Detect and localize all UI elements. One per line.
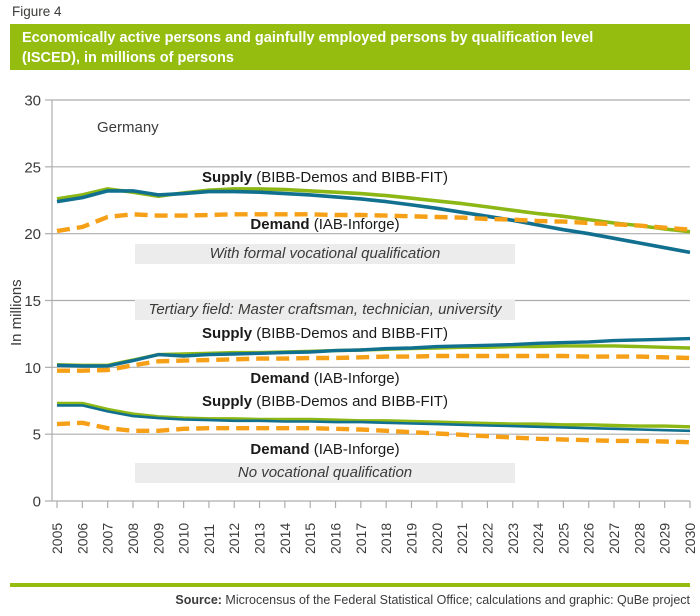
supply-label-bold: Supply — [202, 169, 253, 186]
svg-text:2030: 2030 — [682, 522, 698, 554]
svg-text:2023: 2023 — [504, 522, 521, 554]
demand-label-rest: (IAB-Inforge) — [309, 216, 400, 233]
demand-label-no-vocational — [135, 441, 515, 458]
svg-text:20: 20 — [24, 226, 41, 244]
demand-label-vocational — [135, 216, 515, 233]
svg-text:2027: 2027 — [606, 522, 623, 554]
supply-label-no-vocational — [135, 393, 515, 410]
svg-text:2011: 2011 — [200, 523, 217, 554]
region-label: Germany — [97, 119, 159, 136]
supply-label-rest: (BIBB-Demos and BIBB-FIT) — [252, 393, 448, 410]
svg-text:0: 0 — [32, 493, 41, 511]
supply-label-tertiary — [135, 325, 515, 342]
source-label: Source: — [175, 593, 222, 607]
svg-text:5: 5 — [32, 426, 41, 444]
svg-text:2028: 2028 — [631, 522, 648, 554]
svg-text:2007: 2007 — [99, 522, 116, 554]
svg-text:2022: 2022 — [479, 522, 496, 554]
svg-text:2009: 2009 — [150, 522, 167, 554]
svg-text:2006: 2006 — [74, 522, 91, 554]
figure-number-label: Figure 4 — [12, 4, 62, 19]
svg-text:2025: 2025 — [555, 522, 572, 554]
svg-text:2013: 2013 — [251, 522, 268, 554]
supply-label-rest: (BIBB-Demos and BIBB-FIT) — [252, 325, 448, 342]
svg-text:2029: 2029 — [656, 522, 673, 554]
svg-text:10: 10 — [24, 359, 41, 377]
svg-text:2021: 2021 — [454, 522, 471, 554]
band-with-vocational-qualification: With formal vocational qualification — [135, 244, 515, 264]
supply-label-bold: Supply — [202, 393, 253, 410]
supply-label-bold: Supply — [202, 325, 253, 342]
demand-label-bold: Demand — [250, 370, 310, 387]
svg-text:2017: 2017 — [352, 522, 369, 554]
svg-text:2008: 2008 — [124, 522, 141, 554]
band-no-vocational-qualification: No vocational qualification — [135, 463, 515, 483]
svg-text:2024: 2024 — [530, 522, 547, 554]
band-tertiary-field: Tertiary field: Master craftsman, technician, university — [135, 300, 515, 320]
demand-label-rest: (IAB-Inforge) — [309, 370, 400, 387]
svg-text:2015: 2015 — [302, 522, 319, 554]
demand-label-bold: Demand — [250, 441, 310, 458]
chart-title-line1: Economically active persons and gainfully employed persons by qualification level — [22, 30, 594, 46]
source-text: Microcensus of the Federal Statistical Office; calculations and graphic: QuBe project — [221, 593, 690, 607]
svg-text:2026: 2026 — [580, 522, 597, 554]
supply-label-vocational — [135, 169, 515, 186]
demand-label-rest: (IAB-Inforge) — [309, 441, 400, 458]
demand-label-bold: Demand — [250, 216, 310, 233]
svg-text:30: 30 — [24, 92, 41, 110]
svg-text:2019: 2019 — [403, 522, 420, 554]
y-axis-label: In millions — [8, 279, 25, 346]
chart-title-line2: (ISCED), in millions of persons — [22, 50, 234, 66]
svg-text:2014: 2014 — [276, 522, 293, 554]
footer-rule — [10, 583, 690, 587]
svg-text:2012: 2012 — [226, 522, 243, 554]
svg-text:2010: 2010 — [175, 522, 192, 554]
svg-text:2020: 2020 — [428, 522, 445, 554]
supply-label-rest: (BIBB-Demos and BIBB-FIT) — [252, 169, 448, 186]
svg-text:15: 15 — [24, 293, 41, 310]
svg-text:2018: 2018 — [378, 522, 395, 554]
svg-text:2016: 2016 — [327, 522, 344, 554]
svg-text:2005: 2005 — [49, 522, 65, 554]
svg-text:25: 25 — [24, 159, 41, 177]
source-line — [175, 593, 690, 607]
demand-label-tertiary — [135, 370, 515, 387]
